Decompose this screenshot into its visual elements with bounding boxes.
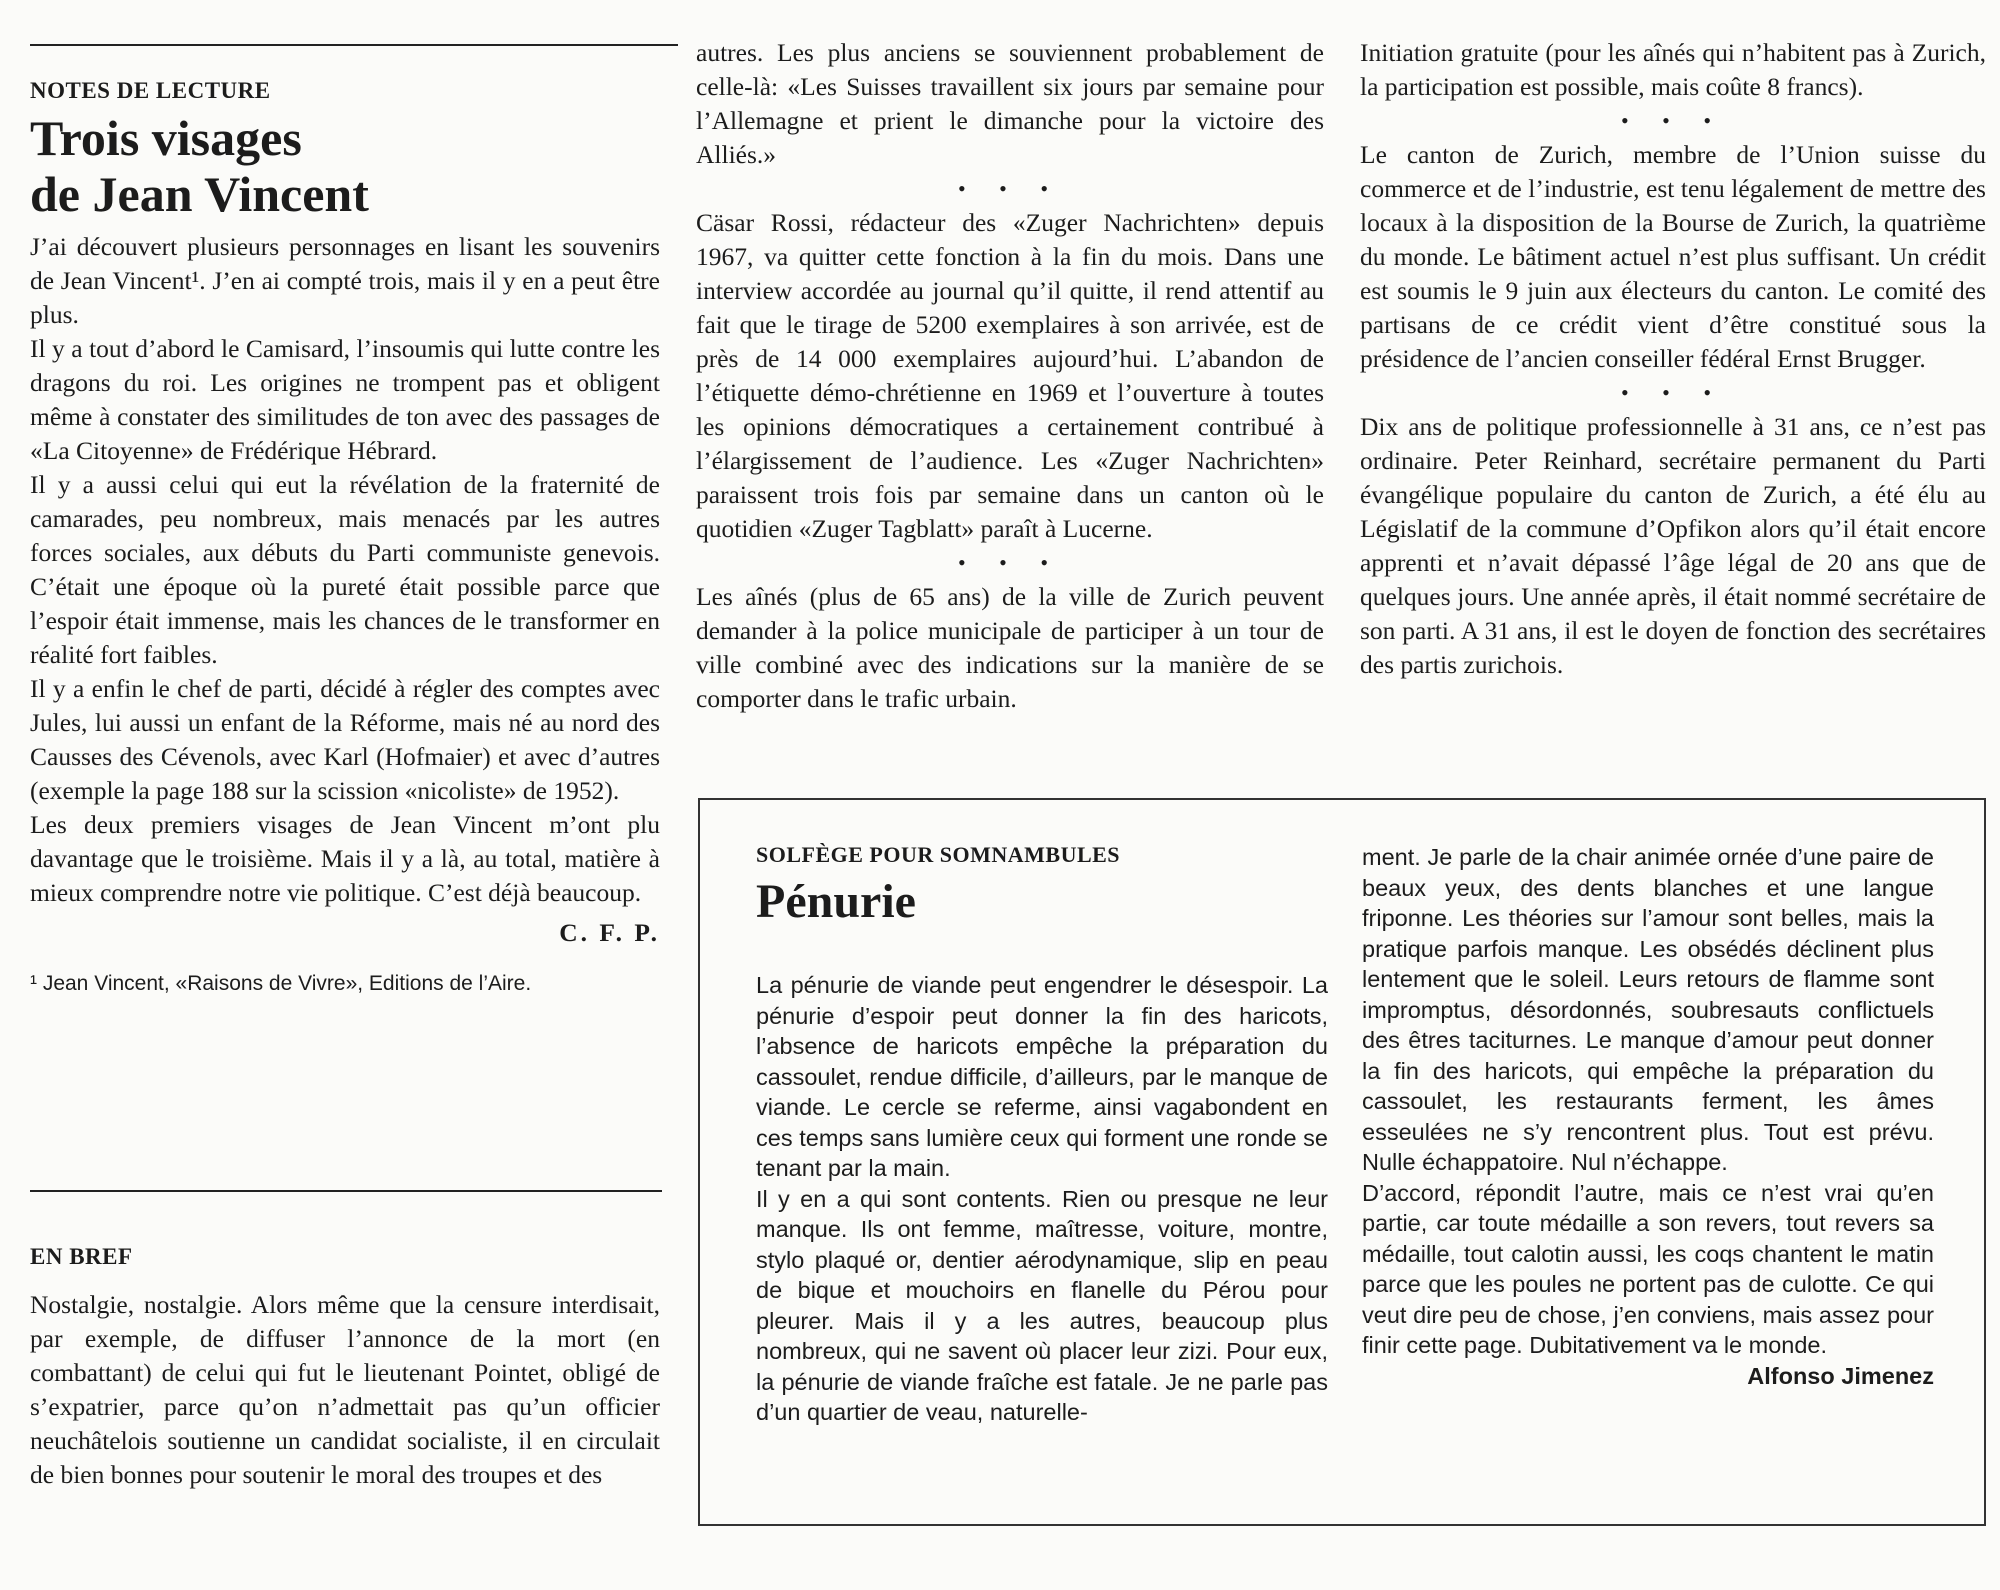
paragraph: J’ai découvert plusieurs personnages en lisant les souvenirs de Jean Vincent¹. J’en ai compté trois, mais il y en a peut être plus. bbox=[30, 232, 660, 329]
article-title-line-1: Trois visages bbox=[30, 110, 302, 166]
solfege-column-1 bbox=[756, 842, 1328, 1428]
paragraph: Dix ans de politique professionnelle à 31 ans, ce n’est pas ordinaire. Peter Reinhard, secrétaire permanent du Parti évangélique populaire du canton de Zurich, a été élu au Législatif de la commune d’Opfikon alors qu’il était encore apprenti et n’avait dépassé l’âge légal de 20 ans que de quelques jours. Une année après, il était nommé secrétaire de son parti. A 31 ans, il est le doyen de fonction des secrétaires des partis zurichois. bbox=[1360, 412, 1986, 679]
author-signature: C. F. P. bbox=[559, 918, 660, 947]
paragraph: Il y a aussi celui qui eut la révélation de la fraternité de camarades, peu nombreux, mais menacés par les autres forces sociales, aux débuts du Parti communiste genevois. C’était une époque où la pureté était possible parce que l’espoir était immense, mais les chances de le transformer en réalité fort faibles. bbox=[30, 470, 660, 669]
paragraph: Les deux premiers visages de Jean Vincent m’ont plu davantage que le troisième. Mais il y a là, au total, matière à mieux comprendre notre vie politique. C’est déjà beaucoup. bbox=[30, 810, 660, 907]
section-kicker: NOTES DE LECTURE bbox=[30, 78, 271, 103]
paragraph: Il y a tout d’abord le Camisard, l’insoumis qui lutte contre les dragons du roi. Les origines ne trompent pas et obligent même à constater des similitudes de ton avec des passages de «La Citoyenne» de Frédérique Hébrard. bbox=[30, 334, 660, 465]
paragraph: Initiation gratuite (pour les aînés qui n’habitent pas à Zurich, la participation est possible, mais coûte 8 francs). bbox=[1360, 38, 1986, 101]
footnote: ¹ Jean Vincent, «Raisons de Vivre», Editions de l’Aire. bbox=[30, 972, 532, 995]
article-title: Pénurie bbox=[756, 875, 916, 928]
article-title bbox=[30, 110, 660, 222]
separator-dots: • • • bbox=[1620, 380, 1726, 405]
paragraph: Il y a enfin le chef de parti, décidé à régler des comptes avec Jules, lui aussi un enfant de la Réforme, mais né au nord des Causses des Cévenols, avec Karl (Hofmaier) et avec d’autres (exemple la page 188 sur la scission «nicoliste» de 1952). bbox=[30, 674, 660, 805]
section-divider bbox=[30, 1190, 662, 1192]
section-kicker: EN BREF bbox=[30, 1244, 133, 1269]
en-bref-column-3 bbox=[1360, 36, 1986, 682]
section-kicker: SOLFÈGE POUR SOMNAMBULES bbox=[756, 842, 1121, 867]
top-rule bbox=[30, 44, 678, 46]
notes-de-lecture-article bbox=[30, 78, 660, 996]
paragraph: ment. Je parle de la chair animée ornée d’une paire de beaux yeux, des dents blanches et une langue friponne. Les théories sur l’amour sont belles, mais la pratique parfois manque. Les obsédés déclinent plus lentement que le soleil. Leurs retours de flamme sont impromptus, désordonnés, soubresauts conflictuels des êtres taciturnes. Le manque d’amour peut donner la fin des haricots, qui empêche la préparation du cassoulet, les restaurants ferment, les âmes esseulées ne s’y rencontrent plus. Tout est prévu. Nulle échappatoire. Nul n’échappe. bbox=[1362, 844, 1934, 1175]
separator-dots: • • • bbox=[957, 550, 1063, 575]
en-bref-column-2 bbox=[696, 36, 1324, 716]
paragraph: Nostalgie, nostalgie. Alors même que la censure interdisait, par exemple, de diffuser l’annonce de la mort (en combattant) de celui qui fut le lieutenant Pointet, obligé de s’expatrier, parce qu’on n’admettait pas qu’un officier neuchâtelois soutienne un candidat socialiste, il en circulait de bien bonnes pour soutenir le moral des troupes et des bbox=[30, 1290, 660, 1489]
paragraph: Cäsar Rossi, rédacteur des «Zuger Nachrichten» depuis 1967, va quitter cette fonction à la fin du mois. Dans une interview accordée au journal qu’il quitte, il rend attentif au fait que le tirage de 5200 exemplaires à son arrivée, est de près de 14 000 exemplaires aujourd’hui. L’abandon de l’étiquette démo-chrétienne en 1969 et l’ouverture à toutes les opinions démocratiques a certainement contribué à l’élargissement de l’audience. Les «Zuger Nachrichten» paraissent trois fois par semaine dans un canton où le quotidien «Zuger Tagblatt» paraît à Lucerne. bbox=[696, 208, 1324, 543]
paragraph: autres. Les plus anciens se souviennent probablement de celle-là: «Les Suisses travaillent six jours par semaine pour l’Allemagne et prient le dimanche pour la victoire des Alliés.» bbox=[696, 38, 1324, 169]
separator-dots: • • • bbox=[1620, 108, 1726, 133]
en-bref-section bbox=[30, 1244, 660, 1492]
paragraph: Le canton de Zurich, membre de l’Union suisse du commerce et de l’industrie, est tenu légalement de mettre des locaux à la disposition de la Bourse de Zurich, la quatrième du monde. Le bâtiment actuel n’est plus suffisant. Un crédit est soumis le 9 juin aux électeurs du canton. Le comité des partisans de ce crédit vient d’être constitué sous la présidence de l’ancien conseiller fédéral Ernst Brugger. bbox=[1360, 140, 1986, 373]
author-signature: Alfonso Jimenez bbox=[1747, 1362, 1934, 1389]
article-title-line-2: de Jean Vincent bbox=[30, 166, 369, 222]
paragraph: La pénurie de viande peut engendrer le désespoir. La pénurie d’espoir peut donner la fin des haricots, l’absence de haricots empêche la préparation du cassoulet, rendue difficile, d’ailleurs, par le manque de viande. Le cercle se referme, ainsi vagabondent en ces temps sans lumière ceux qui forment une ronde se tenant par la main. bbox=[756, 972, 1328, 1181]
paragraph: D’accord, répondit l’autre, mais ce n’est vrai qu’en partie, car toute médaille a son revers, tout revers sa médaille, tout calotin aussi, les coqs chantent le matin parce que les poules ne portent pas de culotte. Ce qui veut dire peu de chose, j’en conviens, mais assez pour finir cette page. Dubitativement va le monde. bbox=[1362, 1179, 1934, 1358]
solfege-column-2 bbox=[1362, 842, 1934, 1391]
separator-dots: • • • bbox=[957, 176, 1063, 201]
paragraph: Il y en a qui sont contents. Rien ou presque ne leur manque. Ils ont femme, maîtresse, voiture, montre, stylo plaqué or, dentier aérodynamique, slip en peau de bique et mouchoirs en flanelle du Pérou pour pleurer. Mais il y a les autres, beaucoup plus nombreux, qui ne savent où placer leur zizi. Pour eux, la pénurie de viande fraîche est fatale. Je ne parle pas d’un quartier de veau, naturelle- bbox=[756, 1185, 1328, 1425]
paragraph: Les aînés (plus de 65 ans) de la ville de Zurich peuvent demander à la police municipale de participer à un tour de ville combiné avec des indications sur la manière de se comporter dans le trafic urbain. bbox=[696, 582, 1324, 713]
